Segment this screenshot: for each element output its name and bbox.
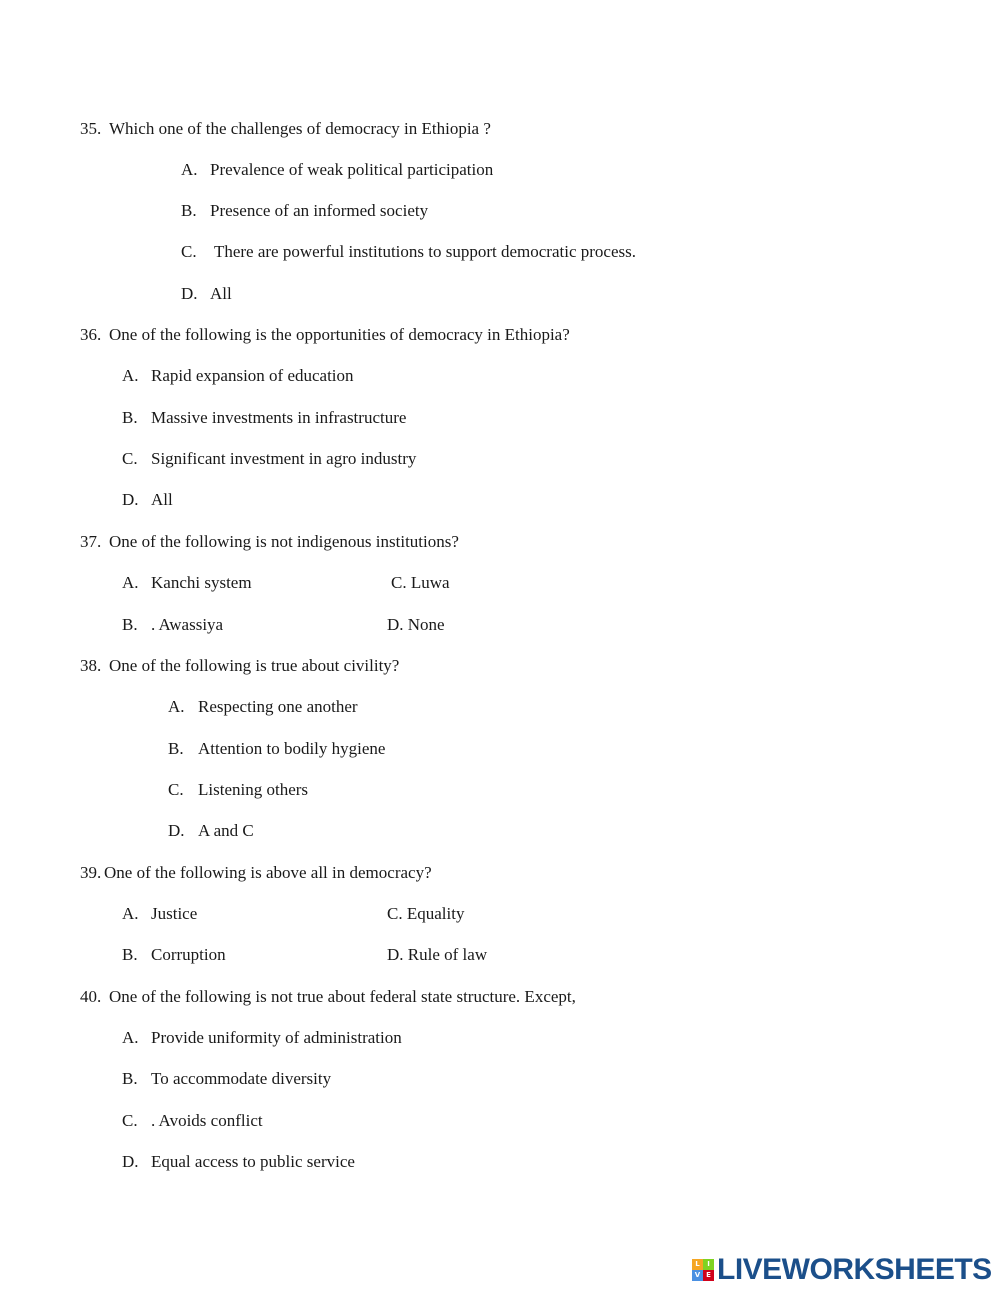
logo-blocks-icon [692, 1259, 714, 1281]
option-letter: B. [122, 615, 138, 634]
option-text: Massive investments in infrastructure [151, 408, 407, 427]
question-number: 40. [80, 987, 102, 1006]
option-text: There are powerful institutions to support democratic process. [210, 242, 636, 261]
option-text: Listening others [198, 780, 309, 799]
option-text: Attention to bodily hygiene [198, 739, 386, 758]
option-letter: B. [181, 201, 197, 220]
logo-block: L [692, 1259, 703, 1270]
option-40-d[interactable] [122, 1152, 355, 1172]
option-letter: B. [122, 945, 138, 964]
option-letter: B. [122, 408, 138, 427]
option-text: . Avoids conflict [151, 1111, 263, 1130]
logo-block: E [703, 1270, 714, 1281]
option-37-b[interactable] [122, 615, 223, 635]
option-text: Rapid expansion of education [151, 366, 354, 385]
option-39-a[interactable] [122, 904, 197, 924]
option-letter: A. [168, 697, 185, 716]
option-39-d[interactable] [387, 945, 487, 965]
option-text: Significant investment in agro industry [151, 449, 417, 468]
option-letter: D. [168, 821, 185, 840]
logo-block: V [692, 1270, 703, 1281]
logo-text: LIVEWORKSHEETS [717, 1253, 992, 1286]
liveworksheets-logo [692, 1253, 992, 1287]
option-text: Kanchi system [151, 573, 252, 592]
option-text: Justice [151, 904, 198, 923]
question-37 [80, 532, 459, 552]
option-40-c[interactable] [122, 1111, 263, 1131]
option-letter: C. [168, 780, 184, 799]
option-text: Corruption [151, 945, 226, 964]
option-letter: A. [181, 160, 198, 179]
question-number: 35. [80, 119, 102, 138]
option-38-b[interactable] [168, 739, 385, 759]
question-text: Which one of the challenges of democracy in Ethiopia ? [109, 119, 491, 138]
option-39-b[interactable] [122, 945, 226, 965]
option-text: Equal access to public service [151, 1152, 355, 1171]
option-text: C. Equality [387, 904, 465, 923]
question-text: One of the following is above all in democracy? [104, 863, 432, 882]
question-number: 37. [80, 532, 102, 551]
option-letter: A. [122, 573, 139, 592]
question-text: One of the following is true about civility? [109, 656, 400, 675]
option-text: Presence of an informed society [210, 201, 429, 220]
option-text: Respecting one another [198, 697, 358, 716]
option-letter: D. [181, 284, 198, 303]
logo-block: I [703, 1259, 714, 1270]
option-text: D. Rule of law [387, 945, 488, 964]
question-text: One of the following is not true about federal state structure. Except, [109, 987, 576, 1006]
option-36-a[interactable] [122, 366, 354, 386]
question-number: 39. [80, 863, 102, 882]
question-number: 38. [80, 656, 102, 675]
option-35-c[interactable] [181, 242, 636, 262]
option-36-d[interactable] [122, 490, 173, 510]
option-35-b[interactable] [181, 201, 428, 221]
option-37-c[interactable] [391, 573, 450, 593]
question-39 [80, 863, 432, 883]
option-text: C. Luwa [391, 573, 450, 592]
option-letter: D. [122, 1152, 139, 1171]
option-text: Provide uniformity of administration [151, 1028, 402, 1047]
option-text: All [210, 284, 232, 303]
option-36-c[interactable] [122, 449, 416, 469]
question-36 [80, 325, 570, 345]
option-37-a[interactable] [122, 573, 252, 593]
question-40 [80, 987, 576, 1007]
option-37-d[interactable] [387, 615, 445, 635]
option-text: . Awassiya [151, 615, 224, 634]
option-text: Prevalence of weak political participation [210, 160, 494, 179]
option-text: D. None [387, 615, 445, 634]
option-letter: A. [122, 366, 139, 385]
option-38-c[interactable] [168, 780, 308, 800]
question-35 [80, 119, 491, 139]
option-letter: A. [122, 904, 139, 923]
option-letter: A. [122, 1028, 139, 1047]
option-text: To accommodate diversity [151, 1069, 332, 1088]
option-39-c[interactable] [387, 904, 464, 924]
question-text: One of the following is the opportunities of democracy in Ethiopia? [109, 325, 570, 344]
option-letter: C. [122, 1111, 138, 1130]
option-35-d[interactable] [181, 284, 232, 304]
option-38-d[interactable] [168, 821, 254, 841]
question-38 [80, 656, 399, 676]
option-letter: C. [122, 449, 138, 468]
option-letter: B. [122, 1069, 138, 1088]
option-text: All [151, 490, 173, 509]
option-letter: D. [122, 490, 139, 509]
option-36-b[interactable] [122, 408, 406, 428]
question-number: 36. [80, 325, 102, 344]
option-letter: C. [181, 242, 197, 261]
option-40-a[interactable] [122, 1028, 402, 1048]
option-40-b[interactable] [122, 1069, 331, 1089]
option-text: A and C [198, 821, 254, 840]
option-38-a[interactable] [168, 697, 358, 717]
question-text: One of the following is not indigenous institutions? [109, 532, 459, 551]
option-35-a[interactable] [181, 160, 493, 180]
option-letter: B. [168, 739, 184, 758]
